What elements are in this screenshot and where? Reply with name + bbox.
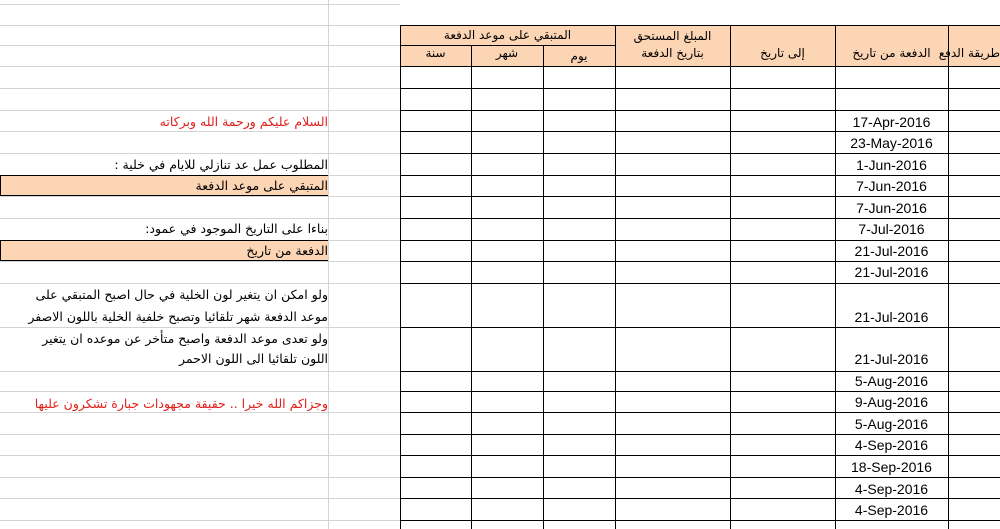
- table-border-line: [400, 196, 1000, 197]
- gridline: [0, 88, 400, 89]
- table-border-line: [400, 327, 1000, 328]
- date-cell-2[interactable]: 23-May-2016: [850, 135, 933, 151]
- gridline: [0, 45, 400, 46]
- date-cell-6[interactable]: 7-Jul-2016: [858, 221, 925, 237]
- table-border-line: [400, 371, 1000, 372]
- date-cell-7[interactable]: 21-Jul-2016: [854, 243, 929, 259]
- table-border-line: [400, 520, 1000, 521]
- date-cell-14[interactable]: 4-Sep-2016: [854, 437, 929, 453]
- table-border-line: [400, 455, 1000, 456]
- date-cell-11[interactable]: 5-Aug-2016: [854, 373, 929, 389]
- table-border-line: [400, 261, 1000, 262]
- note-paragraph-line-2: موعد الدفعة شهر تلقائيا وتصبح خلفية الخلية باللون الاصفر: [28, 309, 328, 324]
- gridline: [0, 455, 400, 456]
- gridline: [0, 327, 400, 328]
- table-border-line: [400, 434, 1000, 435]
- date-cell-5[interactable]: 7-Jun-2016: [856, 200, 927, 216]
- header-remaining-group-label: المتبقي على موعد الدفعة: [443, 28, 572, 42]
- header-year-label: سنة: [425, 46, 446, 60]
- header-month-label: شهر: [495, 46, 519, 60]
- note-source-column: الدفعة من تاريخ: [246, 243, 328, 258]
- note-thanks: وجزاكم الله خيرا .. حقيقة مجهودات جبارة تشكرون عليها: [34, 396, 328, 411]
- table-border-line: [543, 45, 544, 529]
- date-cell-17[interactable]: 4-Sep-2016: [854, 502, 929, 518]
- table-border-line: [400, 391, 1000, 392]
- gridline: [0, 520, 400, 521]
- gridline: [0, 25, 400, 26]
- table-border-line: [400, 153, 1000, 154]
- gridline: [0, 477, 400, 478]
- gridline: [0, 498, 400, 499]
- date-cell-8[interactable]: 21-Jul-2016: [854, 264, 929, 280]
- date-cell-13[interactable]: 5-Aug-2016: [854, 416, 929, 432]
- note-paragraph-line-4: اللون تلقائيا الى اللون الاحمر: [179, 351, 328, 366]
- table-border-line: [400, 240, 1000, 241]
- note-greeting: السلام عليكم ورحمة الله وبركاته: [159, 114, 328, 129]
- gridline: [0, 131, 400, 132]
- gridline: [0, 4, 400, 5]
- note-based-on: بناءا على التاريخ الموجود في عمود:: [145, 221, 328, 236]
- date-cell-16[interactable]: 4-Sep-2016: [854, 481, 929, 497]
- table-border-line: [400, 131, 1000, 132]
- date-cell-10[interactable]: 21-Jul-2016: [854, 351, 929, 367]
- note-paragraph-line-3: ولو تعدى موعد الدفعة واصبح متأخر عن موعده ان يتغير: [42, 331, 328, 346]
- table-border-line: [400, 218, 1000, 219]
- header-amount-due-line2: بتاريخ الدفعة: [641, 46, 704, 60]
- header-amount-due-line1: المبلغ المستحق: [633, 29, 712, 43]
- date-cell-15[interactable]: 18-Sep-2016: [851, 459, 932, 475]
- date-cell-3[interactable]: 1-Jun-2016: [856, 157, 927, 173]
- gridline: [0, 283, 400, 284]
- table-border-line: [948, 25, 949, 529]
- gridline: [0, 371, 400, 372]
- table-border-line: [400, 283, 1000, 284]
- note-paragraph-line-1: ولو امكن ان يتغير لون الخلية في حال اصبح المتبقي على: [35, 287, 328, 302]
- date-cell-4[interactable]: 7-Jun-2016: [856, 178, 927, 194]
- gridline: [328, 0, 329, 529]
- date-cell-12[interactable]: 9-Aug-2016: [854, 394, 929, 410]
- table-border-line: [615, 25, 616, 529]
- date-cell-1[interactable]: 17-Apr-2016: [852, 114, 931, 130]
- header-day-label: يوم: [570, 49, 588, 63]
- table-border-line: [400, 66, 1000, 67]
- note-request: المطلوب عمل عد تنازلي للايام في خلية :: [114, 157, 328, 172]
- table-border-line: [400, 25, 1000, 26]
- table-border-line: [471, 45, 472, 529]
- gridline: [0, 218, 400, 219]
- date-cell-9[interactable]: 21-Jul-2016: [854, 309, 929, 325]
- gridline: [0, 412, 400, 413]
- header-payment-method-label: طريقة الدفع: [938, 46, 1000, 60]
- header-payment-from-date-label: الدفعة من تاريخ: [852, 46, 931, 60]
- header-to-date-label: إلى تاريخ: [760, 46, 805, 60]
- table-border-line: [400, 175, 1000, 176]
- gridline: [0, 391, 400, 392]
- gridline: [0, 153, 400, 154]
- note-target-cell: المتبقي على موعد الدفعة: [195, 178, 328, 193]
- gridline: [0, 110, 400, 111]
- table-border-line: [400, 498, 1000, 499]
- table-border-line: [400, 477, 1000, 478]
- table-border-line: [400, 88, 1000, 89]
- table-border-line: [730, 25, 731, 529]
- gridline: [0, 261, 400, 262]
- table-border-line: [400, 412, 1000, 413]
- table-border-line: [400, 110, 1000, 111]
- table-border-line: [400, 25, 401, 529]
- gridline: [0, 434, 400, 435]
- gridline: [0, 196, 400, 197]
- gridline: [0, 66, 400, 67]
